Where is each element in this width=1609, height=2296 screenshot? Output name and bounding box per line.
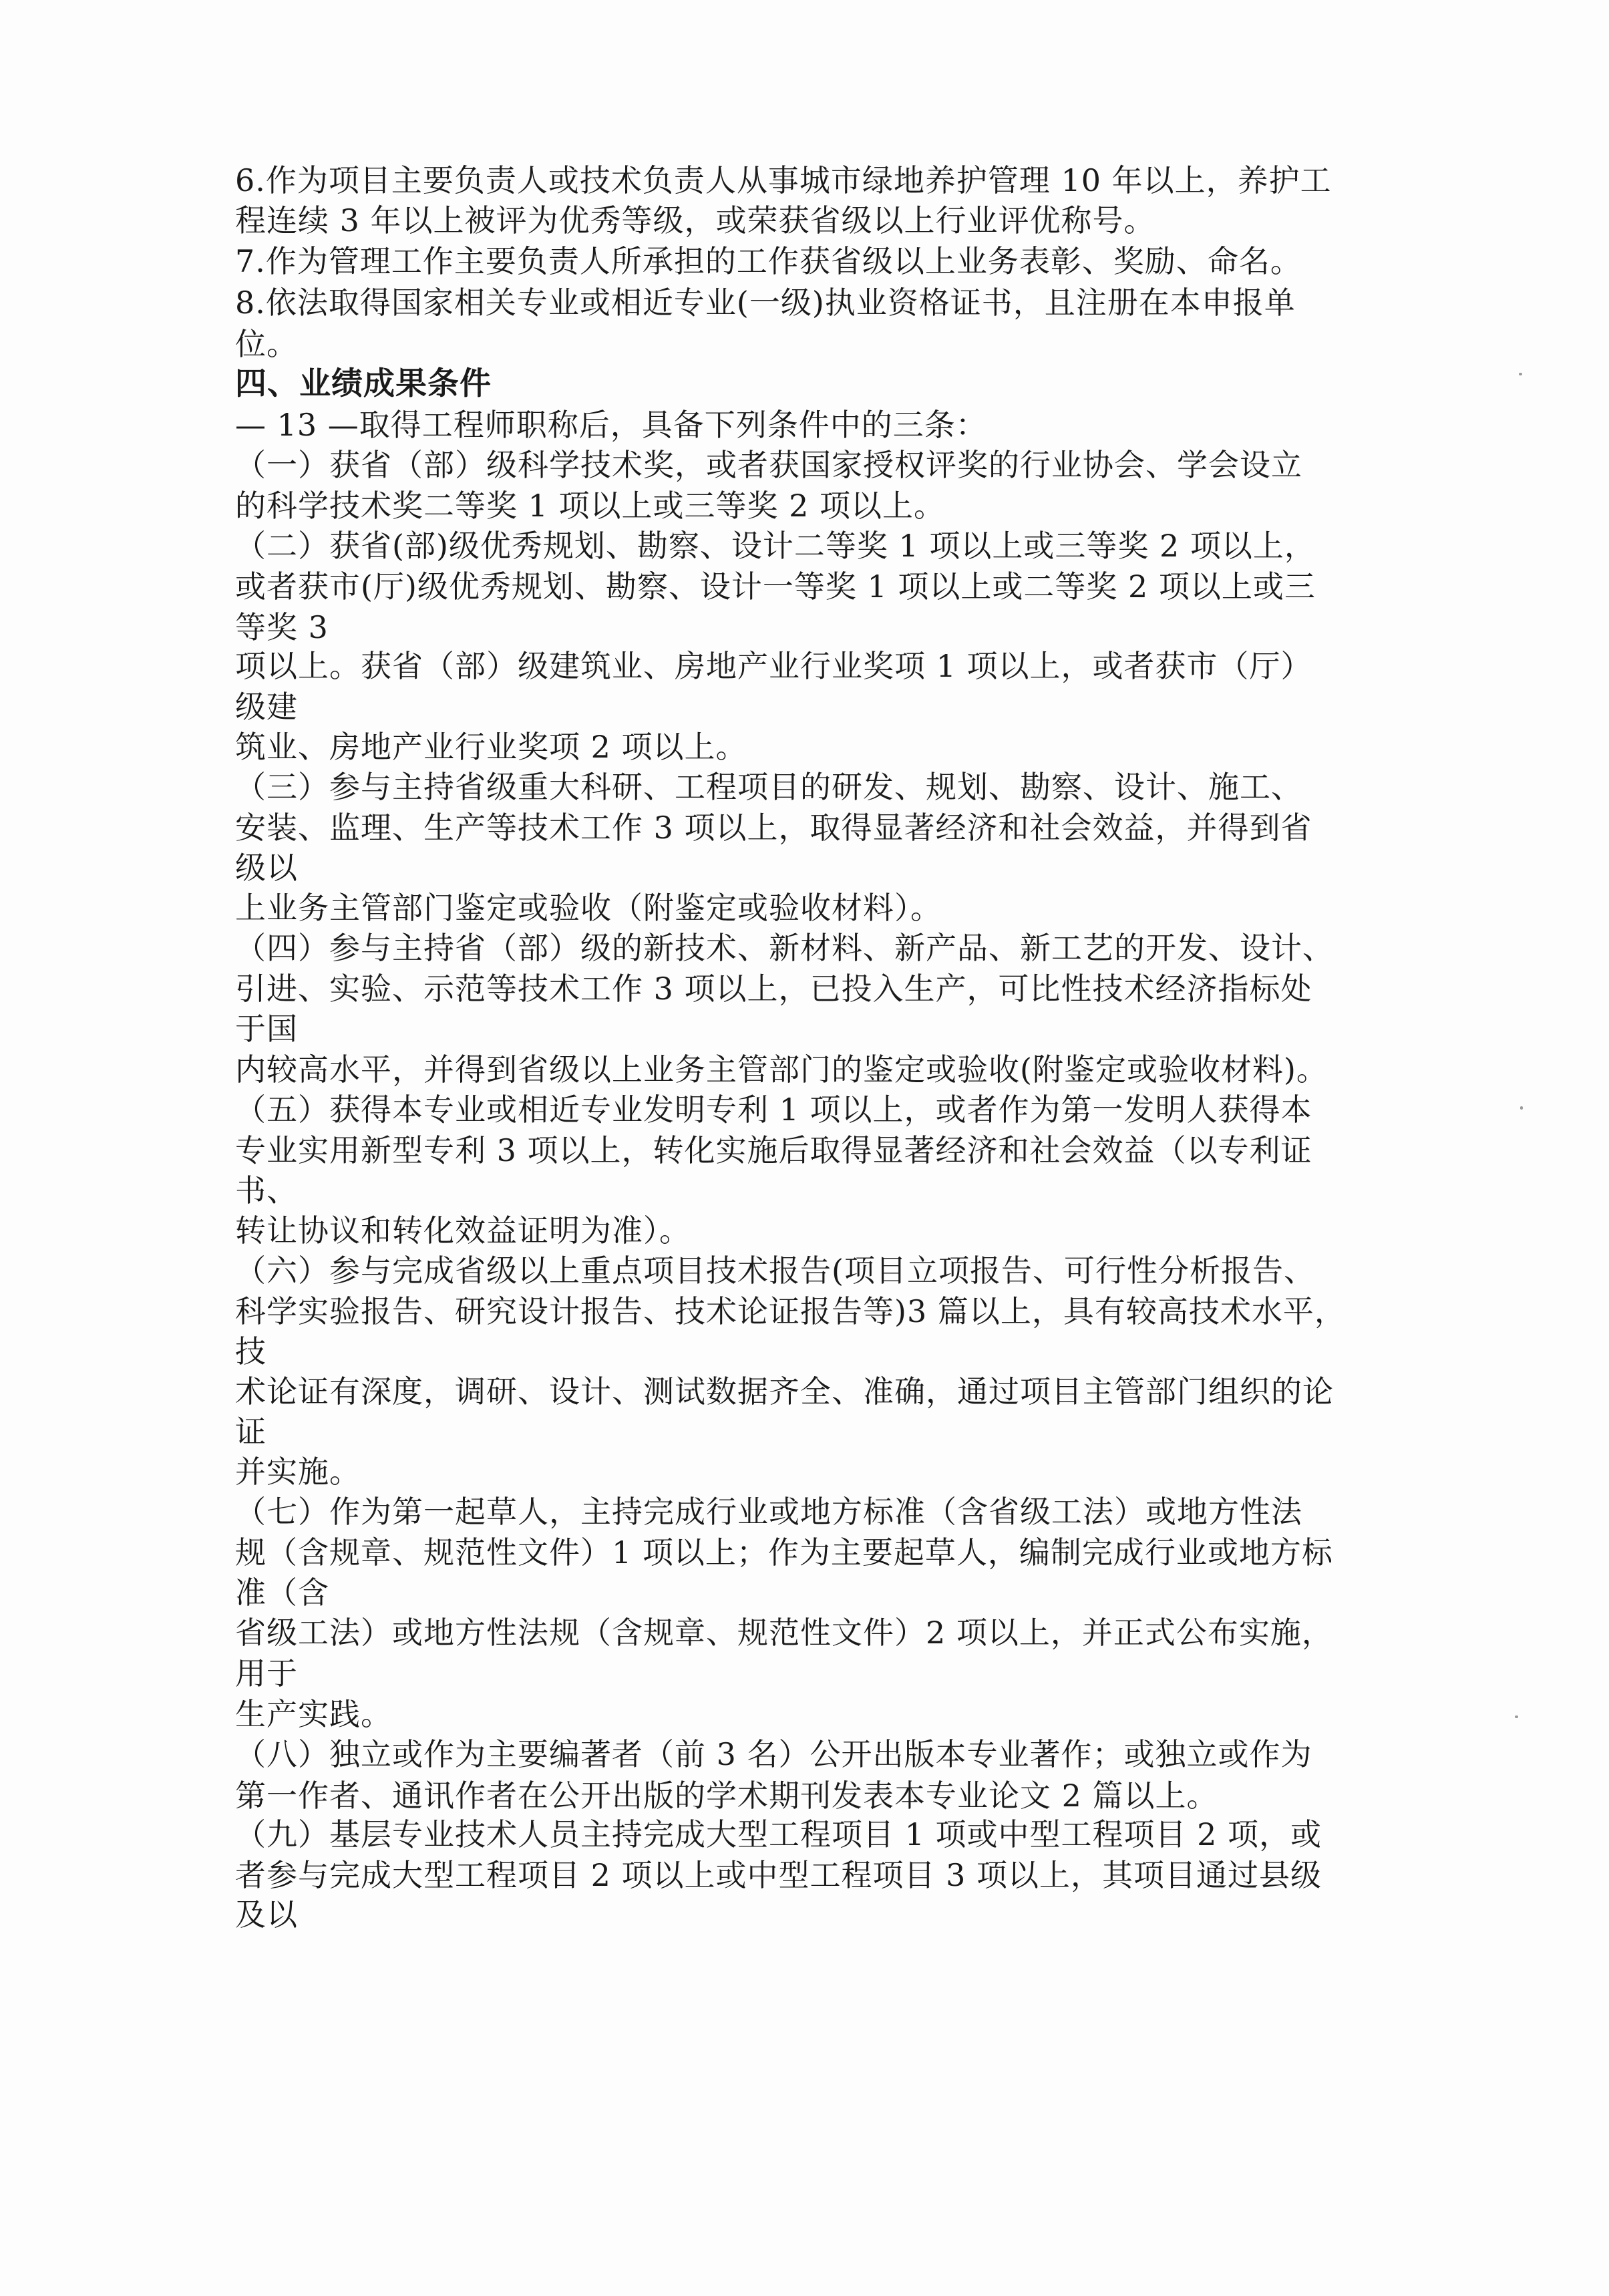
text-line: 规（含规章、规范性文件）1 项以上；作为主要起草人，编制完成行业或地方标 [235, 1534, 1333, 1571]
text-line: 7.作为管理工作主要负责人所承担的工作获省级以上业务表彰、奖励、命名。 [235, 243, 1302, 279]
text-line: （二）获省(部)级优秀规划、勘察、设计二等奖 1 项以上或三等奖 2 项以上， [235, 528, 1316, 564]
text-line: 程连续 3 年以上被评为优秀等级，或荣获省级以上行业评优称号。 [235, 202, 1155, 238]
text-line: 位。 [235, 326, 298, 362]
text-line: 者参与完成大型工程项目 2 项以上或中型工程项目 3 项以上，其项目通过县级 [235, 1857, 1322, 1893]
text-line: （九）基层专业技术人员主持完成大型工程项目 1 项或中型工程项目 2 项，或 [235, 1816, 1322, 1852]
text-line: 于国 [235, 1011, 298, 1047]
text-line: 或者获市(厅)级优秀规划、勘察、设计一等奖 1 项以上或二等奖 2 项以上或三 [235, 568, 1316, 605]
text-line: 书、 [235, 1172, 298, 1208]
text-line: （八）独立或作为主要编著者（前 3 名）公开出版本专业著作；或独立或作为 [235, 1736, 1312, 1772]
text-line: 转让协议和转化效益证明为准）。 [235, 1212, 691, 1249]
scan-speck [1520, 1106, 1523, 1110]
text-line: 专业实用新型专利 3 项以上，转化实施后取得显著经济和社会效益（以专利证 [235, 1132, 1312, 1168]
text-line: 引进、实验、示范等技术工作 3 项以上，已投入生产，可比性技术经济指标处 [235, 971, 1312, 1007]
text-line: 安装、监理、生产等技术工作 3 项以上，取得显著经济和社会效益，并得到省 [235, 810, 1312, 846]
page-number-line: — 13 —取得工程师职称后，具备下列条件中的三条： [235, 407, 987, 443]
text-line: 准（含 [235, 1575, 329, 1611]
text-line: 内较高水平，并得到省级以上业务主管部门的鉴定或验收(附鉴定或验收材料)。 [235, 1051, 1328, 1088]
text-line: （一）获省（部）级科学技术奖，或者获国家授权评奖的行业协会、学会设立 [235, 447, 1302, 483]
scan-speck [1515, 1715, 1518, 1718]
text-line: 及以 [235, 1897, 298, 1933]
text-line: 技 [235, 1333, 266, 1369]
text-line: 生产实践。 [235, 1696, 392, 1732]
scan-speck [1519, 373, 1522, 375]
text-line: 证 [235, 1414, 266, 1450]
text-line: 省级工法）或地方性法规（含规章、规范性文件）2 项以上，并正式公布实施， [235, 1615, 1333, 1651]
text-line: 级建 [235, 689, 298, 725]
text-line: 上业务主管部门鉴定或验收（附鉴定或验收材料）。 [235, 890, 942, 926]
text-line: 筑业、房地产业行业奖项 2 项以上。 [235, 729, 747, 765]
text-line: 并实施。 [235, 1454, 361, 1490]
text-line: 6.作为项目主要负责人或技术负责人从事城市绿地养护管理 10 年以上，养护工 [235, 162, 1332, 198]
text-line: 科学实验报告、研究设计报告、技术论证报告等)3 篇以上，具有较高技术水平， [235, 1293, 1346, 1329]
text-line: （七）作为第一起草人，主持完成行业或地方标准（含省级工法）或地方性法 [235, 1494, 1302, 1530]
text-line: （三）参与主持省级重大科研、工程项目的研发、规划、勘察、设计、施工、 [235, 769, 1302, 805]
text-line: （五）获得本专业或相近专业发明专利 1 项以上，或者作为第一发明人获得本 [235, 1092, 1312, 1128]
text-line: 的科学技术奖二等奖 1 项以上或三等奖 2 项以上。 [235, 488, 946, 524]
text-line: （四）参与主持省（部）级的新技术、新材料、新产品、新工艺的开发、设计、 [235, 930, 1334, 966]
text-line: 术论证有深度，调研、设计、测试数据齐全、准确，通过项目主管部门组织的论 [235, 1373, 1334, 1410]
text-line: 项以上。获省（部）级建筑业、房地产业行业奖项 1 项以上，或者获市（厅） [235, 648, 1312, 684]
section-heading: 四、业绩成果条件 [235, 365, 492, 402]
text-line: 8.依法取得国家相关专业或相近专业(一级)执业资格证书，且注册在本申报单 [235, 285, 1296, 321]
text-line: 级以 [235, 850, 298, 886]
text-line: 用于 [235, 1655, 298, 1691]
text-line: 等奖 3 [235, 609, 329, 645]
text-line: （六）参与完成省级以上重点项目技术报告(项目立项报告、可行性分析报告、 [235, 1253, 1315, 1289]
text-line: 第一作者、通讯作者在公开出版的学术期刊发表本专业论文 2 篇以上。 [235, 1778, 1218, 1814]
